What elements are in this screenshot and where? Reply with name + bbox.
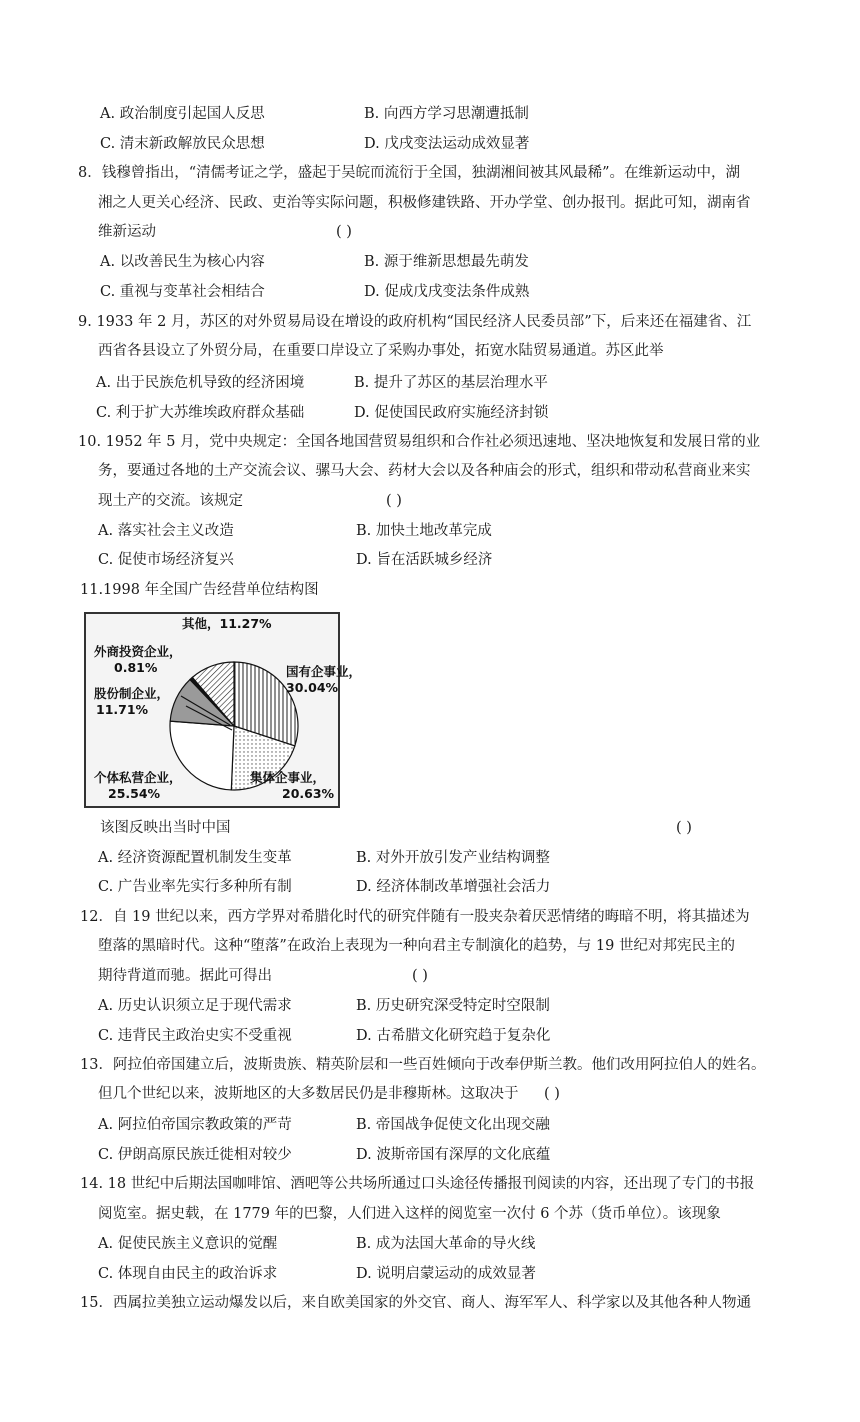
q13-stem-line2: 但几个世纪以来，波斯地区的大多数居民仍是非穆斯林。这取决于 bbox=[98, 1086, 519, 1102]
q12-option-c: C. 违背民主政治史实不受重视 bbox=[98, 1028, 292, 1044]
q12-stem-line2: 堕落的黑暗时代。这种“堕落”在政治上表现为一种向君主专制演化的趋势，与 19 世纪对邦宪民主的 bbox=[98, 938, 735, 954]
q10-stem-line1: 10. 1952 年 5 月，党中央规定：全国各地国营贸易组织和合作社必须迅速地、坚决地恢复和发展日常的业 bbox=[78, 434, 761, 450]
label-private-name: 个体私营企业， bbox=[94, 770, 182, 785]
q8-option-a: A. 以改善民生为核心内容 bbox=[100, 254, 265, 270]
q13-option-a: A. 阿拉伯帝国宗教政策的严苛 bbox=[98, 1117, 292, 1133]
q14-option-d: D. 说明启蒙运动的成效显著 bbox=[356, 1266, 536, 1282]
label-foreign-pct: 0.81% bbox=[114, 660, 158, 675]
q12-stem-line1: 12．自 19 世纪以来，西方学界对希腊化时代的研究伴随有一股夹杂着厌恶情绪的晦暗不明，将其描述为 bbox=[80, 909, 750, 925]
q9-option-b: B. 提升了苏区的基层治理水平 bbox=[354, 375, 548, 391]
label-other: 其他，11.27% bbox=[182, 616, 272, 631]
q12-stem-line3: 期待背道而驰。据此可得出 bbox=[98, 968, 272, 984]
q11-option-a: A. 经济资源配置机制发生变革 bbox=[98, 850, 292, 866]
q12-option-b: B. 历史研究深受特定时空限制 bbox=[356, 998, 550, 1014]
q9-stem-line2: 西省各县设立了外贸分局，在重要口岸设立了采购办事处，拓宽水陆贸易通道。苏区此举 bbox=[98, 343, 664, 359]
q8-option-b: B. 源于维新思想最先萌发 bbox=[364, 254, 529, 270]
q8-stem-line1: 8．钱穆曾指出，“清儒考证之学，盛起于吴皖而流衍于全国，独湖湘间被其风最稀”。在维新运动中，湖 bbox=[78, 165, 741, 181]
q9-option-c: C. 利于扩大苏维埃政府群众基础 bbox=[96, 405, 305, 421]
q10-stem-line3: 现土产的交流。该规定 bbox=[98, 493, 243, 509]
q9-stem-line1: 9. 1933 年 2 月，苏区的对外贸易局设在增设的政府机构“国民经济人民委员部”下，后来还在福建省、江 bbox=[78, 314, 752, 330]
q10-option-c: C. 促使市场经济复兴 bbox=[98, 552, 234, 568]
label-share-pct: 11.71% bbox=[96, 702, 149, 717]
label-state-pct: 30.04% bbox=[286, 680, 339, 695]
q14-option-b: B. 成为法国大革命的导火线 bbox=[356, 1236, 536, 1252]
q11-answer-paren: ( ) bbox=[676, 820, 692, 836]
q7-option-b: B. 向西方学习思潮遭抵制 bbox=[364, 106, 529, 122]
q11-option-c: C. 广告业率先实行多种所有制 bbox=[98, 879, 292, 895]
label-private-pct: 25.54% bbox=[108, 786, 161, 801]
q11-stem-line1: 11.1998 年全国广告经营单位结构图 bbox=[80, 582, 319, 598]
q11-option-d: D. 经济体制改革增强社会活力 bbox=[356, 879, 551, 895]
q13-answer-paren: ( ) bbox=[544, 1086, 560, 1102]
label-state-name: 国有企事业， bbox=[286, 664, 362, 679]
q14-stem-line2: 阅览室。据史载，在 1779 年的巴黎，人们进入这样的阅览室一次付 6 个苏（货币单位）。该现象 bbox=[98, 1206, 721, 1222]
q8-option-c: C. 重视与变革社会相结合 bbox=[100, 284, 265, 300]
q14-stem-line1: 14. 18 世纪中后期法国咖啡馆、酒吧等公共场所通过口头途径传播报刊阅读的内容，还出现了专门的书报 bbox=[80, 1176, 755, 1192]
q8-answer-paren: ( ) bbox=[336, 224, 352, 240]
label-share-name: 股份制企业， bbox=[94, 686, 170, 701]
q10-option-b: B. 加快土地改革完成 bbox=[356, 523, 492, 539]
label-collective-name: 集体企事业， bbox=[250, 770, 326, 785]
q13-option-b: B. 帝国战争促使文化出现交融 bbox=[356, 1117, 550, 1133]
q8-option-d: D. 促成戊戌变法条件成熟 bbox=[364, 284, 530, 300]
q9-option-a: A. 出于民族危机导致的经济困境 bbox=[96, 375, 305, 391]
q8-stem-line3: 维新运动 bbox=[98, 224, 156, 240]
q13-option-c: C. 伊朗高原民族迁徙相对较少 bbox=[98, 1147, 292, 1163]
q12-option-a: A. 历史认识须立足于现代需求 bbox=[98, 998, 292, 1014]
q7-option-d: D. 戊戌变法运动成效显著 bbox=[364, 136, 530, 152]
pie-chart-ad-units-1998 bbox=[84, 612, 362, 808]
label-collective-pct: 20.63% bbox=[282, 786, 335, 801]
q9-option-d: D. 促使国民政府实施经济封锁 bbox=[354, 405, 549, 421]
q14-option-c: C. 体现自由民主的政治诉求 bbox=[98, 1266, 278, 1282]
q10-option-d: D. 旨在活跃城乡经济 bbox=[356, 552, 493, 568]
q11-option-b: B. 对外开放引发产业结构调整 bbox=[356, 850, 550, 866]
q10-option-a: A. 落实社会主义改造 bbox=[98, 523, 234, 539]
q14-option-a: A. 促使民族主义意识的觉醒 bbox=[98, 1236, 278, 1252]
q7-option-a: A. 政治制度引起国人反思 bbox=[100, 106, 265, 122]
q10-answer-paren: ( ) bbox=[386, 493, 402, 509]
q12-answer-paren: ( ) bbox=[412, 968, 428, 984]
q13-stem-line1: 13．阿拉伯帝国建立后，波斯贵族、精英阶层和一些百姓倾向于改奉伊斯兰教。他们改用阿拉伯人的姓名。 bbox=[80, 1057, 766, 1073]
q8-stem-line2: 湘之人更关心经济、民政、吏治等实际问题，积极修建铁路、开办学堂、创办报刊。据此可知，湖南省 bbox=[98, 195, 751, 211]
q13-option-d: D. 波斯帝国有深厚的文化底蕴 bbox=[356, 1147, 551, 1163]
q12-option-d: D. 古希腊文化研究趋于复杂化 bbox=[356, 1028, 551, 1044]
q10-stem-line2: 务，要通过各地的土产交流会议、骡马大会、药材大会以及各种庙会的形式，组织和带动私营商业来实 bbox=[98, 463, 751, 479]
q15-stem-line1: 15．西属拉美独立运动爆发以后，来自欧美国家的外交官、商人、海军军人、科学家以及其他各种人物通 bbox=[80, 1295, 751, 1311]
q7-option-c: C. 清末新政解放民众思想 bbox=[100, 136, 265, 152]
label-foreign-name: 外商投资企业， bbox=[94, 644, 182, 659]
q11-stem-line2: 该图反映出当时中国 bbox=[100, 820, 231, 836]
